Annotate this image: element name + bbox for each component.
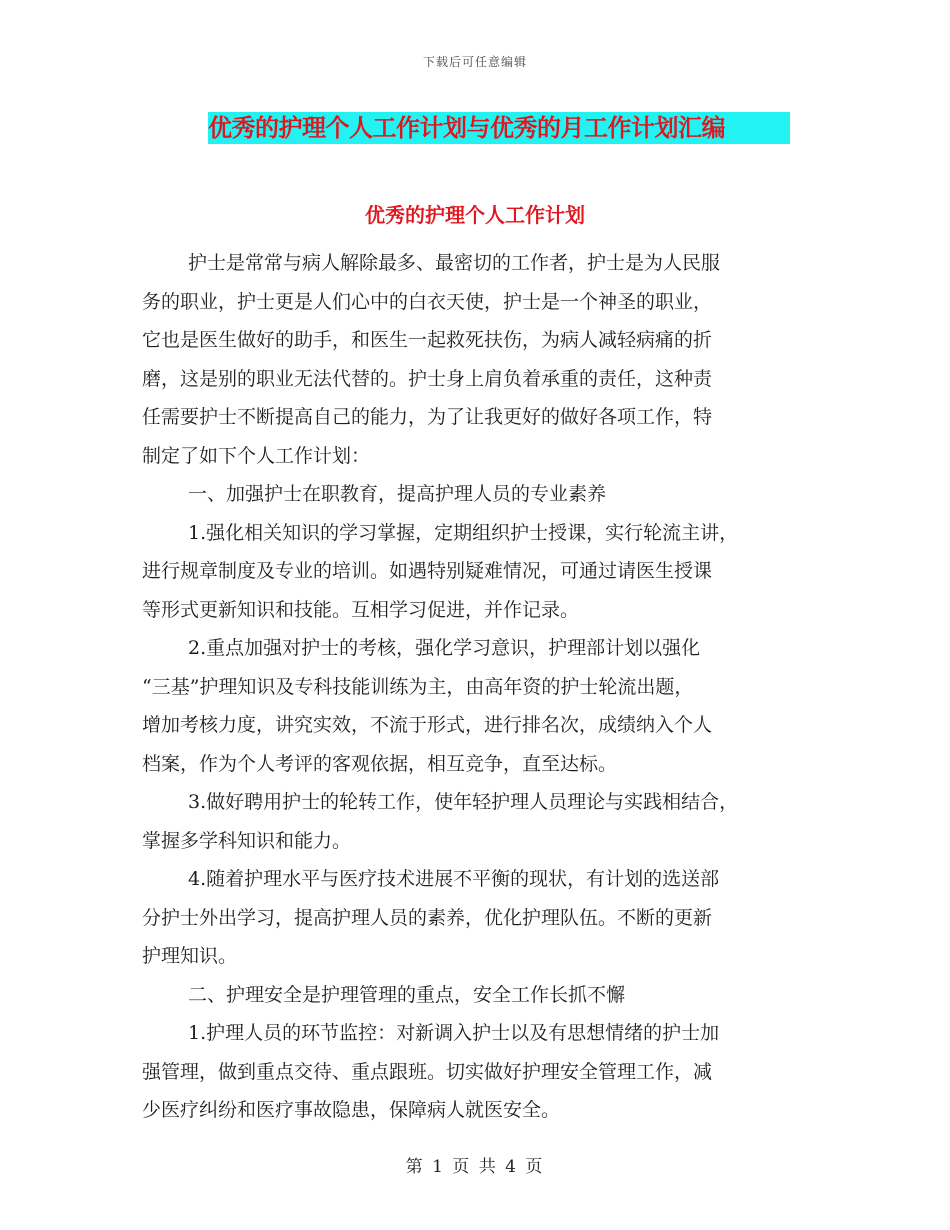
body-line: 一、加强护士在职教育，提高护理人员的专业素养: [188, 483, 607, 505]
body-line: 1.强化相关知识的学习掌握，定期组织护士授课，实行轮流主讲，: [188, 521, 739, 544]
body-line: 任需要护士不断提高自己的能力，为了让我更好的做好各项工作，特: [142, 406, 713, 428]
main-title-highlight: [208, 112, 790, 144]
body-line: 制定了如下个人工作计划：: [142, 444, 371, 467]
body-line: 护理知识。: [142, 945, 238, 967]
body-line: 务的职业，护士更是人们心中的白衣天使，护士是一个神圣的职业，: [142, 290, 713, 313]
body-line: 档案，作为个人考评的客观依据，相互竞争，直至达标。: [142, 752, 618, 775]
section-title: 优秀的护理个人工作计划: [365, 203, 585, 227]
header-note: 下载后可任意编辑: [422, 55, 527, 69]
body-line: 等形式更新知识和技能。互相学习促进，并作记录。: [142, 598, 580, 621]
body-line: 二、护理安全是护理管理的重点，安全工作长抓不懈: [188, 983, 626, 1006]
body-line: 它也是医生做好的助手，和医生一起救死扶伤，为病人减轻病痛的折: [142, 329, 713, 351]
body-line: 2.重点加强对护士的考核，强化学习意识，护理部计划以强化: [188, 637, 701, 659]
body-line: 分护士外出学习，提高护理人员的素养，优化护理队伍。不断的更新: [142, 906, 713, 929]
body-line: 3.做好聘用护士的轮转工作，使年轻护理人员理论与实践相结合，: [188, 791, 739, 813]
body-line: 强管理，做到重点交待、重点跟班。切实做好护理安全管理工作，减: [142, 1060, 713, 1083]
body-line: 磨，这是别的职业无法代替的。护士身上肩负着承重的责任，这种责: [142, 367, 713, 390]
body-line: 进行规章制度及专业的培训。如遇特别疑难情况，可通过请医生授课: [142, 560, 713, 582]
page-footer: 第 1 页 共 4 页: [405, 1157, 545, 1177]
main-title: 优秀的护理个人工作计划与优秀的月工作计划汇编: [208, 114, 725, 142]
body-line: 护士是常常与病人解除最多、最密切的工作者，护士是为人民服: [188, 252, 721, 274]
body-line: 4.随着护理水平与医疗技术进展不平衡的现状，有计划的选送部: [188, 868, 720, 890]
body-text: [142, 244, 812, 1130]
body-line: 1.护理人员的环节监控：对新调入护士以及有思想情绪的护士加: [188, 1022, 720, 1044]
body-line: “三基”护理知识及专科技能训练为主，由高年资的护士轮流出题，: [142, 675, 694, 698]
body-line: 少医疗纠纷和医疗事故隐患，保障病人就医安全。: [142, 1099, 561, 1121]
body-line: 增加考核力度，讲究实效，不流于形式，进行排名次，成绩纳入个人: [142, 714, 713, 736]
body-line: 掌握多学科知识和能力。: [142, 829, 352, 852]
